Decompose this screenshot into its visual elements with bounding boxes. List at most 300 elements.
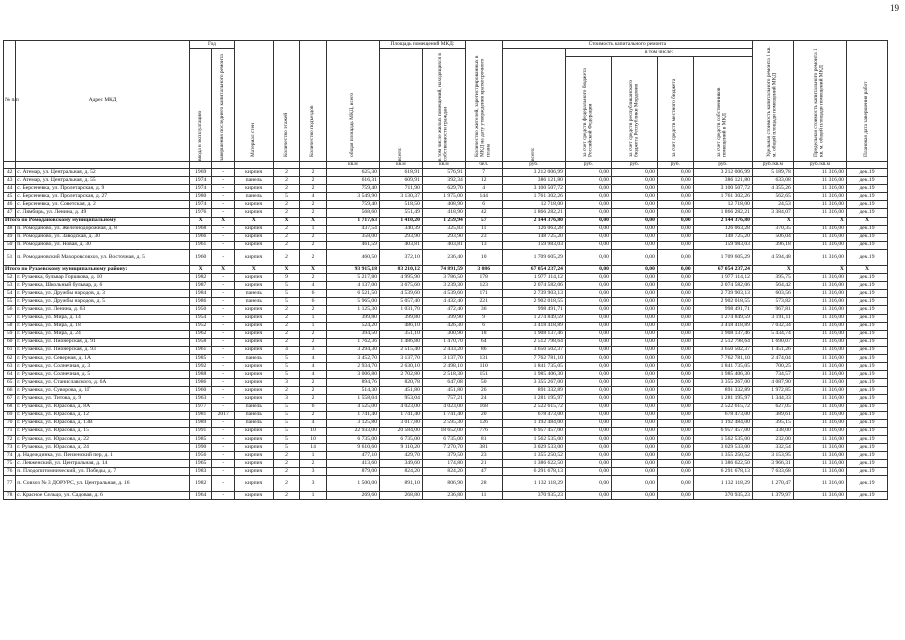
cell-fl: X: [273, 217, 300, 225]
cell-en: 2: [300, 209, 327, 217]
cell-cr: 0,00: [611, 338, 657, 346]
cell-sp: 564,42: [752, 282, 793, 290]
cell-mx: X: [793, 217, 846, 225]
cell-res: 28: [465, 476, 502, 492]
cell-ca: 3 355 267,00: [502, 379, 565, 387]
cell-cr: 0,00: [611, 169, 657, 177]
cell-ca: 1 562 535,00: [502, 435, 565, 443]
cell-res: 23: [465, 233, 502, 241]
cell-y1: 1961: [189, 346, 211, 354]
cell-mx: 11 316,00: [793, 387, 846, 395]
cell-mx: 11 316,00: [793, 468, 846, 476]
cell-n: 68: [4, 403, 16, 411]
cell-dt: дек.19: [846, 249, 887, 265]
cell-mx: 11 316,00: [793, 476, 846, 492]
cell-sp: 1 451,26: [752, 346, 793, 354]
cell-ar: 6 735,00: [422, 435, 465, 443]
cell-fl: 5: [273, 411, 300, 419]
cell-cr: 0,00: [611, 282, 657, 290]
cell-en: X: [300, 265, 327, 273]
cell-fl: 2: [273, 249, 300, 265]
table-row: [4, 225, 888, 233]
cell-ar: 1 975,00: [422, 193, 465, 201]
cell-mat: кирпич: [234, 274, 273, 282]
cell-cl: 0,00: [657, 346, 693, 354]
cell-res: 36: [465, 306, 502, 314]
table-row: [4, 427, 888, 435]
cell-mx: 11 316,00: [793, 371, 846, 379]
cell-res: 11: [465, 492, 502, 500]
cell-addr: п. Ромоданово, ул. Железнодорожная, д. 8: [16, 225, 190, 233]
cell-aa: 403,81: [379, 241, 422, 249]
cell-cr: 0,00: [611, 387, 657, 395]
total-row: [4, 265, 888, 273]
cell-fl: 5: [273, 444, 300, 452]
cell-n: 45: [4, 193, 16, 201]
cell-y2: -: [212, 338, 234, 346]
cell-ta: 461,59: [326, 241, 379, 249]
cell-en: 4: [300, 354, 327, 362]
cell-y1: 1992: [189, 363, 211, 371]
cell-n: 57: [4, 314, 16, 322]
cell-y1: 1960: [189, 387, 211, 395]
cell-aa: 1 031,70: [379, 306, 422, 314]
cell-y2: X: [212, 217, 234, 225]
header-year: Год: [189, 41, 234, 49]
cell-res: 57: [465, 217, 502, 225]
cell-mx: 11 316,00: [793, 427, 846, 435]
unit-cell: кв.м: [379, 162, 422, 169]
cell-dt: X: [846, 265, 887, 273]
cell-mx: 11 316,00: [793, 241, 846, 249]
header-cost-all: всего:: [502, 49, 565, 162]
table-row: [4, 379, 888, 387]
cell-y2: -: [212, 460, 234, 468]
cell-co: 2 144 376,80: [693, 217, 752, 225]
cell-en: 6: [300, 403, 327, 411]
cell-n: 63: [4, 363, 16, 371]
cell-fl: 2: [273, 241, 300, 249]
cell-fl: 2: [273, 468, 300, 476]
cell-cr: 0,00: [611, 177, 657, 185]
cell-ar: 2 518,30: [422, 371, 465, 379]
cell-mat: кирпич: [234, 427, 273, 435]
cell-dt: дек.19: [846, 460, 887, 468]
cell-n: 73: [4, 444, 16, 452]
cell-ca: 2 074 582,06: [502, 282, 565, 290]
cell-addr: с. Левженский, ул. Центральная, д. 14: [16, 460, 190, 468]
header-year-last-repair: завершения последнего капитального ремонта: [212, 49, 234, 162]
cell-aa: 618,91: [379, 169, 422, 177]
cell-ca: 159 983,03: [502, 241, 565, 249]
cell-cf: 0,00: [565, 346, 611, 354]
cell-aa: 1 486,80: [379, 338, 422, 346]
cell-sp: 232,00: [752, 435, 793, 443]
cell-cr: 0,00: [611, 427, 657, 435]
cell-sp: 1 690,07: [752, 338, 793, 346]
cell-mx: 11 316,00: [793, 395, 846, 403]
cell-y2: -: [212, 193, 234, 201]
cell-ca: 1 281 195,97: [502, 395, 565, 403]
cell-y2: -: [212, 282, 234, 290]
cell-ar: 408,90: [422, 201, 465, 209]
cell-ta: 5 965,00: [326, 298, 379, 306]
cell-res: 151: [465, 371, 502, 379]
cell-cf: 0,00: [565, 460, 611, 468]
cell-addr: п. Совхоз № 3 ДОРУРС, ул. Центральная, д. 16: [16, 476, 190, 492]
cell-ca: 3 418 418,89: [502, 322, 565, 330]
cell-aa: 20 584,00: [379, 427, 422, 435]
cell-ca: 370 935,23: [502, 492, 565, 500]
cell-ta: 879,00: [326, 468, 379, 476]
cell-res: 171: [465, 290, 502, 298]
cell-co: 6 957 457,00: [693, 427, 752, 435]
cell-n: 53: [4, 282, 16, 290]
cell-addr: г. Рузаевка, ул. Пионерская, д. 93: [16, 346, 190, 354]
cell-y2: -: [212, 468, 234, 476]
cell-dt: дек.19: [846, 306, 887, 314]
page-number: 19: [890, 3, 899, 13]
cell-fl: 2: [273, 209, 300, 217]
cell-y2: -: [212, 492, 234, 500]
cell-cr: 0,00: [611, 379, 657, 387]
cell-ar: 403,81: [422, 241, 465, 249]
cell-sp: 4 594,48: [752, 249, 793, 265]
cell-ca: 1 761 302,26: [502, 193, 565, 201]
cell-fl: 2: [273, 330, 300, 338]
cell-aa: 351,10: [379, 330, 422, 338]
cell-cf: 0,00: [565, 177, 611, 185]
table-row: [4, 233, 888, 241]
cell-addr: г. Рузаевка, бульвар Горшкова, д. 10: [16, 274, 190, 282]
table-row: [4, 363, 888, 371]
cell-ca: 7 762 781,10: [502, 354, 565, 362]
cell-ca: 1 132 118,29: [502, 476, 565, 492]
cell-ta: 9 610,60: [326, 444, 379, 452]
table-row: [4, 201, 888, 209]
cell-addr: г. Рузаевка, ул. Пионерская, д. 91: [16, 338, 190, 346]
cell-sp: 627,05: [752, 403, 793, 411]
cell-fl: 2: [273, 387, 300, 395]
cell-en: 2: [300, 169, 327, 177]
cell-fl: 4: [273, 346, 300, 354]
cell-mat: кирпич: [234, 241, 273, 249]
cell-co: 1 386 622,50: [693, 460, 752, 468]
cell-aa: 293,90: [379, 233, 422, 241]
cell-fl: X: [273, 265, 300, 273]
header-entrances: Количество подъездов: [300, 41, 327, 162]
cell-mat: панель: [234, 411, 273, 419]
cell-n: 46: [4, 201, 16, 209]
cell-cf: 0,00: [565, 233, 611, 241]
cell-cr: 0,00: [611, 363, 657, 371]
cell-res: 23: [465, 452, 502, 460]
cell-ar: 4 432,40: [422, 298, 465, 306]
unit-cell: руб.: [502, 162, 565, 169]
cell-cf: 0,00: [565, 419, 611, 427]
cell-mat: кирпич: [234, 363, 273, 371]
cell-y2: 2017: [212, 411, 234, 419]
cell-y1: 1962: [189, 330, 211, 338]
cell-cf: 0,00: [565, 306, 611, 314]
cell-mat: кирпич: [234, 185, 273, 193]
cell-cl: 0,00: [657, 354, 693, 362]
cell-aa: 4 539,60: [379, 290, 422, 298]
cell-dt: дек.19: [846, 444, 887, 452]
cell-ar: 757,21: [422, 395, 465, 403]
cell-sp: 5 434,74: [752, 330, 793, 338]
cell-cr: 0,00: [611, 435, 657, 443]
cell-ca: 3 029 533,00: [502, 444, 565, 452]
cell-ar: 293,90: [422, 233, 465, 241]
unit-cell: [4, 162, 16, 169]
cell-en: 2: [300, 185, 327, 193]
cell-mx: 11 316,00: [793, 435, 846, 443]
cell-y1: 1976: [189, 209, 211, 217]
cell-addr: с. Берсеневка, ул. Пролетарская, д. 9: [16, 185, 190, 193]
cell-mx: 11 316,00: [793, 233, 846, 241]
cell-aa: 4 995,90: [379, 274, 422, 282]
cell-cf: 0,00: [565, 274, 611, 282]
cell-ta: 6 521,50: [326, 290, 379, 298]
cell-mx: 11 316,00: [793, 290, 846, 298]
cell-n: 70: [4, 419, 16, 427]
cell-y2: -: [212, 419, 234, 427]
cell-y1: 1982: [189, 476, 211, 492]
cell-sp: 3 384,07: [752, 209, 793, 217]
cell-en: 6: [300, 290, 327, 298]
cell-res: 50: [465, 379, 502, 387]
cell-mat: панель: [234, 354, 273, 362]
cell-fl: 2: [273, 225, 300, 233]
cell-addr: г. Рузаевка, ул. Юрасова, д. 22: [16, 435, 190, 443]
cell-aa: 5 057,40: [379, 298, 422, 306]
cell-ta: 1 125,30: [326, 306, 379, 314]
cell-ta: 759,40: [326, 185, 379, 193]
cell-y1: 1966: [189, 233, 211, 241]
cell-cl: 0,00: [657, 290, 693, 298]
cell-dt: дек.19: [846, 346, 887, 354]
unit-cell: [846, 162, 887, 169]
cell-fl: 2: [273, 452, 300, 460]
cell-ca: 2 522 615,72: [502, 403, 565, 411]
cell-mx: 11 316,00: [793, 411, 846, 419]
cell-dt: дек.19: [846, 419, 887, 427]
cell-mx: 11 316,00: [793, 193, 846, 201]
cell-y1: 1974: [189, 201, 211, 209]
cell-cr: 0,00: [611, 492, 657, 500]
cell-y1: 1985: [189, 354, 211, 362]
cell-ar: 576,91: [422, 169, 465, 177]
cell-ca: 1 192 484,00: [502, 419, 565, 427]
cell-y1: 1958: [189, 338, 211, 346]
cell-dt: дек.19: [846, 379, 887, 387]
cell-y1: 1963: [189, 395, 211, 403]
cell-co: 12 718,00: [693, 201, 752, 209]
cell-mx: 11 316,00: [793, 185, 846, 193]
cell-en: 4: [300, 419, 327, 427]
cell-aa: 3 137,70: [379, 354, 422, 362]
cell-y2: -: [212, 387, 234, 395]
cell-cl: 0,00: [657, 217, 693, 225]
cell-addr: Итого по Рузаевскому муниципальному району:: [4, 265, 190, 273]
cell-y1: 1969: [189, 169, 211, 177]
cell-y2: -: [212, 177, 234, 185]
table-row: [4, 387, 888, 395]
cell-aa: 2 630,10: [379, 363, 422, 371]
table-row: [4, 177, 888, 185]
table-row: [4, 411, 888, 419]
cell-y1: 1965: [189, 460, 211, 468]
cell-ar: 236,80: [422, 492, 465, 500]
unit-cell: руб.: [611, 162, 657, 169]
cell-y2: -: [212, 241, 234, 249]
cell-co: 67 054 237,24: [693, 265, 752, 273]
cell-ar: 806,90: [422, 476, 465, 492]
cell-fl: 2: [273, 185, 300, 193]
cell-cr: 0,00: [611, 233, 657, 241]
cell-ca: 6 291 678,13: [502, 468, 565, 476]
cell-y1: 1983: [189, 468, 211, 476]
unit-cell: [273, 162, 300, 169]
cell-en: 3: [300, 468, 327, 476]
cell-addr: г. Рузаевка, ул. Мира, д. 18: [16, 322, 190, 330]
cell-res: 381: [465, 444, 502, 452]
cell-sp: 700,25: [752, 363, 793, 371]
cell-mat: кирпич: [234, 379, 273, 387]
cell-aa: 3 675,60: [379, 282, 422, 290]
cell-en: 10: [300, 435, 327, 443]
cell-en: 4: [300, 371, 327, 379]
cell-dt: дек.19: [846, 403, 887, 411]
cell-cf: 0,00: [565, 427, 611, 435]
cell-co: 7 762 781,10: [693, 354, 752, 362]
cell-co: 3 650 502,37: [693, 346, 752, 354]
cell-addr: с. Берсеневка, ул. Пролетарская, д. 27: [16, 193, 190, 201]
cell-dt: дек.19: [846, 387, 887, 395]
cell-y2: -: [212, 363, 234, 371]
cell-mx: 11 316,00: [793, 354, 846, 362]
cell-aa: 429,70: [379, 452, 422, 460]
unit-cell: кв.м: [326, 162, 379, 169]
cell-cr: 0,00: [611, 298, 657, 306]
cell-mx: 11 316,00: [793, 282, 846, 290]
cell-res: 123: [465, 282, 502, 290]
cell-ta: 5 217,80: [326, 274, 379, 282]
cell-fl: 2: [273, 338, 300, 346]
cell-fl: 5: [273, 371, 300, 379]
cell-ta: 358,00: [326, 233, 379, 241]
cell-co: 386 121,80: [693, 177, 752, 185]
cell-n: 58: [4, 322, 16, 330]
cell-ar: 3 239,30: [422, 282, 465, 290]
cell-n: 50: [4, 241, 16, 249]
cell-y1: 1964: [189, 492, 211, 500]
cell-sp: 396,18: [752, 241, 793, 249]
cell-fl: 2: [273, 322, 300, 330]
cell-res: 110: [465, 363, 502, 371]
cell-sp: X: [752, 217, 793, 225]
cell-fl: 2: [273, 460, 300, 468]
cell-sp: 603,56: [752, 290, 793, 298]
cell-aa: 1 741,40: [379, 411, 422, 419]
cell-addr: с. Атемар, ул. Центральная, д. 55: [16, 177, 190, 185]
table-row: [4, 492, 888, 500]
cell-n: 64: [4, 371, 16, 379]
cell-dt: дек.19: [846, 298, 887, 306]
cell-addr: г. Рузаевка, ул. Ленина, д. 63: [16, 306, 190, 314]
cell-dt: дек.19: [846, 363, 887, 371]
cell-mat: панель: [234, 419, 273, 427]
cell-y1: 1960: [189, 249, 211, 265]
cell-co: 1 709 605,29: [693, 249, 752, 265]
cell-ar: 325,83: [422, 225, 465, 233]
cell-ca: 891 332,89: [502, 387, 565, 395]
cell-ca: 2 144 376,80: [502, 217, 565, 225]
cell-cf: 0,00: [565, 249, 611, 265]
cell-cr: 0,00: [611, 217, 657, 225]
cell-ar: 2 433,20: [422, 346, 465, 354]
cell-n: 60: [4, 338, 16, 346]
cell-ca: 1 274 849,59: [502, 314, 565, 322]
cell-mx: X: [793, 265, 846, 273]
cell-mat: кирпич: [234, 249, 273, 265]
cell-mat: кирпич: [234, 476, 273, 492]
cell-ta: 1 762,36: [326, 338, 379, 346]
cell-mx: 11 316,00: [793, 419, 846, 427]
cell-addr: п. Ромодановский Махоровсовхоз, ул. Восточная, д. 5: [16, 249, 190, 265]
cell-co: 2 512 798,64: [693, 338, 752, 346]
cell-dt: дек.19: [846, 371, 887, 379]
cell-cr: 0,00: [611, 371, 657, 379]
cell-fl: 3: [273, 379, 300, 387]
cell-cf: 0,00: [565, 492, 611, 500]
cell-ta: 460,50: [326, 249, 379, 265]
cell-n: 47: [4, 209, 16, 217]
cell-n: 56: [4, 306, 16, 314]
cell-mx: 11 316,00: [793, 306, 846, 314]
cell-n: 67: [4, 395, 16, 403]
cell-cf: 0,00: [565, 169, 611, 177]
cell-sp: 389,61: [752, 411, 793, 419]
cell-ca: 386 121,80: [502, 177, 565, 185]
cell-fl: 3: [273, 395, 300, 403]
cell-n: 59: [4, 330, 16, 338]
cell-cl: 0,00: [657, 282, 693, 290]
cell-sp: 633,08: [752, 177, 793, 185]
cell-addr: п. Плодопитомнический, ул. Победы, д. 7: [16, 468, 190, 476]
cell-ta: 22 933,00: [326, 427, 379, 435]
cell-aa: 349,60: [379, 460, 422, 468]
cell-mx: 11 316,00: [793, 379, 846, 387]
cell-sp: 1 344,33: [752, 395, 793, 403]
cell-res: 776: [465, 427, 502, 435]
cell-y2: -: [212, 201, 234, 209]
cell-res: 7: [465, 169, 502, 177]
cell-mat: кирпич: [234, 306, 273, 314]
cell-mat: кирпич: [234, 233, 273, 241]
cell-sp: 4 087,90: [752, 379, 793, 387]
cell-res: 168: [465, 403, 502, 411]
cell-y1: 1990: [189, 444, 211, 452]
cell-sp: 506,04: [752, 233, 793, 241]
cell-mat: панель: [234, 177, 273, 185]
cell-mx: 11 316,00: [793, 444, 846, 452]
cell-aa: 399,80: [379, 314, 422, 322]
cell-fl: 5: [273, 290, 300, 298]
cell-mat: кирпич: [234, 225, 273, 233]
cell-n: 75: [4, 460, 16, 468]
